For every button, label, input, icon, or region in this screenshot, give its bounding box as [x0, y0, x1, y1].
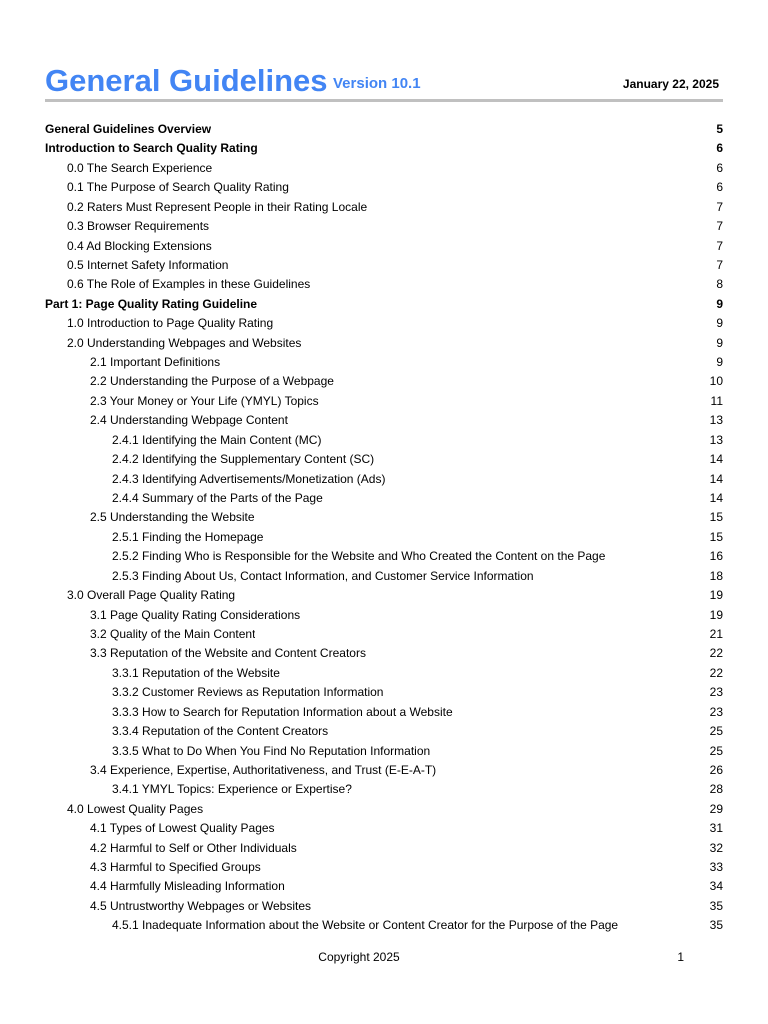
toc-entry-title: 0.4 Ad Blocking Extensions [67, 238, 212, 253]
toc-entry-title: 2.5.1 Finding the Homepage [112, 529, 264, 544]
toc-entry[interactable] [45, 198, 723, 217]
toc-entry-title: 4.5 Untrustworthy Webpages or Websites [90, 898, 311, 913]
toc-entry-page: 9 [716, 355, 723, 370]
toc-entry[interactable] [45, 683, 723, 702]
toc-entry-page: 35 [709, 918, 723, 933]
toc-entry-title: 3.3 Reputation of the Website and Content Creators [90, 646, 366, 661]
toc-entry[interactable] [45, 664, 723, 683]
toc-entry-page: 32 [709, 840, 723, 855]
toc-entry-title: 4.2 Harmful to Self or Other Individuals [90, 840, 297, 855]
toc-entry-title: 2.4.2 Identifying the Supplementary Content (SC) [112, 452, 375, 467]
toc-entry[interactable] [45, 314, 723, 333]
toc-entry-title: 2.4.3 Identifying Advertisements/Monetization (Ads) [112, 471, 386, 486]
document-title: General Guidelines [45, 63, 328, 98]
toc-entry[interactable] [45, 120, 723, 139]
toc-entry-page: 33 [709, 860, 723, 875]
toc-entry[interactable] [45, 178, 723, 197]
toc-entry-title: 3.3.4 Reputation of the Content Creators [112, 724, 329, 739]
toc-entry[interactable] [45, 470, 723, 489]
toc-entry-page: 22 [709, 665, 723, 680]
toc-entry-title: 0.3 Browser Requirements [67, 219, 210, 234]
toc-entry[interactable] [45, 742, 723, 761]
toc-entry[interactable] [45, 586, 723, 605]
toc-entry-title: 0.1 The Purpose of Search Quality Rating [67, 180, 289, 195]
toc-entry-title: 4.3 Harmful to Specified Groups [90, 860, 261, 875]
toc-entry-page: 25 [709, 743, 723, 758]
toc-entry-title: 3.4 Experience, Expertise, Authoritativeness, and Trust (E-E-A-T) [90, 762, 437, 777]
toc-entry[interactable] [45, 489, 723, 508]
toc-entry-page: 16 [709, 549, 723, 564]
toc-entry-title: Introduction to Search Quality Rating [45, 141, 258, 156]
toc-entry-page: 11 [710, 393, 723, 408]
toc-entry[interactable] [45, 761, 723, 780]
toc-entry-page: 21 [709, 626, 723, 641]
toc-entry-page: 22 [709, 646, 723, 661]
toc-entry-title: 3.0 Overall Page Quality Rating [67, 588, 236, 603]
toc-entry-page: 9 [716, 296, 723, 311]
toc-entry-page: 14 [709, 471, 723, 486]
toc-entry-page: 6 [716, 160, 723, 175]
toc-entry-page: 14 [709, 452, 723, 467]
toc-entry-page: 7 [716, 238, 723, 253]
toc-entry-title: 2.0 Understanding Webpages and Websites [67, 335, 302, 350]
document-version: Version 10.1 [333, 75, 421, 92]
toc-entry[interactable] [45, 606, 723, 625]
toc-entry-title: 4.0 Lowest Quality Pages [67, 801, 204, 816]
toc-entry-title: 2.3 Your Money or Your Life (YMYL) Topics [90, 393, 319, 408]
toc-entry-page: 9 [716, 316, 723, 331]
toc-entry[interactable] [45, 567, 723, 586]
toc-entry-title: 0.6 The Role of Examples in these Guidelines [67, 277, 311, 292]
toc-entry[interactable] [45, 508, 723, 527]
toc-entry-page: 5 [716, 122, 723, 136]
toc-entry-page: 25 [709, 724, 723, 739]
toc-entry-page: 19 [709, 588, 723, 603]
toc-entry[interactable] [45, 877, 723, 896]
toc-entry-page: 18 [709, 568, 723, 583]
toc-entry[interactable] [45, 528, 723, 547]
toc-entry-page: 35 [709, 898, 723, 913]
toc-entry[interactable] [45, 411, 723, 430]
toc-entry[interactable] [45, 139, 723, 158]
toc-entry-page: 13 [709, 432, 723, 447]
toc-entry[interactable] [45, 839, 723, 858]
toc-entry-page: 7 [716, 219, 723, 234]
toc-entry[interactable] [45, 295, 723, 314]
toc-entry-page: 7 [716, 257, 723, 272]
toc-entry-title: 0.0 The Search Experience [67, 160, 213, 175]
toc-entry[interactable] [45, 275, 723, 294]
toc-entry-title: 1.0 Introduction to Page Quality Rating [67, 316, 274, 331]
toc-entry-title: 3.2 Quality of the Main Content [90, 626, 256, 641]
header-divider [45, 99, 723, 102]
toc-entry-page: 34 [709, 879, 723, 894]
toc-entry[interactable] [45, 547, 723, 566]
table-of-contents [45, 120, 723, 936]
toc-entry-page: 28 [709, 782, 723, 797]
footer-copyright: Copyright 2025 [318, 950, 400, 964]
toc-entry-page: 31 [709, 821, 723, 836]
toc-entry[interactable] [45, 256, 723, 275]
toc-entry-title: General Guidelines Overview [45, 122, 212, 136]
toc-entry-page: 9 [716, 335, 723, 350]
toc-entry-page: 15 [709, 510, 723, 525]
toc-entry[interactable] [45, 800, 723, 819]
toc-entry[interactable] [45, 431, 723, 450]
document-header [45, 62, 723, 102]
toc-entry-title: 4.1 Types of Lowest Quality Pages [90, 821, 275, 836]
toc-entry-title: 2.4 Understanding Webpage Content [90, 413, 288, 428]
toc-entry-title: 2.1 Important Definitions [90, 355, 221, 370]
toc-entry[interactable] [45, 217, 723, 236]
toc-entry-title: 2.5.3 Finding About Us, Contact Information, and Customer Service Information [112, 568, 534, 583]
toc-entry-title: 0.2 Raters Must Represent People in their Rating Locale [67, 199, 368, 214]
toc-entry-title: Part 1: Page Quality Rating Guideline [45, 296, 258, 311]
toc-entry[interactable] [45, 353, 723, 372]
toc-entry-title: 3.3.5 What to Do When You Find No Reputation Information [112, 743, 431, 758]
toc-entry[interactable] [45, 334, 723, 353]
toc-entry-page: 15 [709, 529, 723, 544]
toc-entry[interactable] [45, 897, 723, 916]
toc-entry-title: 3.1 Page Quality Rating Considerations [90, 607, 301, 622]
toc-entry-page: 8 [716, 277, 723, 292]
toc-entry-title: 4.4 Harmfully Misleading Information [90, 879, 285, 894]
toc-entry[interactable] [45, 916, 723, 935]
toc-entry-title: 2.4.1 Identifying the Main Content (MC) [112, 432, 322, 447]
toc-entry-title: 3.4.1 YMYL Topics: Experience or Expertise? [112, 782, 352, 797]
toc-entry-title: 2.5.2 Finding Who is Responsible for the Website and Who Created the Content on the Page [112, 549, 606, 564]
toc-entry-title: 2.2 Understanding the Purpose of a Webpage [90, 374, 334, 389]
toc-entry-page: 23 [709, 685, 723, 700]
toc-entry[interactable] [45, 858, 723, 877]
toc-entry[interactable] [45, 237, 723, 256]
toc-entry-page: 29 [709, 801, 723, 816]
toc-entry[interactable] [45, 722, 723, 741]
toc-entry-title: 2.4.4 Summary of the Parts of the Page [112, 491, 323, 506]
toc-entry[interactable] [45, 392, 723, 411]
toc-entry[interactable] [45, 625, 723, 644]
toc-entry-page: 6 [716, 180, 723, 195]
toc-entry[interactable] [45, 372, 723, 391]
toc-entry-title: 4.5.1 Inadequate Information about the Website or Content Creator for the Purpose of the Page [112, 918, 619, 933]
toc-entry-title: 0.5 Internet Safety Information [67, 257, 229, 272]
toc-entry-page: 10 [709, 374, 723, 389]
toc-entry-page: 19 [709, 607, 723, 622]
toc-entry-page: 23 [709, 704, 723, 719]
toc-entry[interactable] [45, 644, 723, 663]
toc-entry-page: 14 [709, 491, 723, 506]
toc-entry-title: 3.3.1 Reputation of the Website [112, 665, 280, 680]
footer-page-number: 1 [677, 950, 684, 964]
toc-entry[interactable] [45, 819, 723, 838]
toc-entry[interactable] [45, 159, 723, 178]
toc-entry[interactable] [45, 703, 723, 722]
toc-entry-title: 2.5 Understanding the Website [90, 510, 255, 525]
toc-entry-title: 3.3.3 How to Search for Reputation Information about a Website [112, 704, 453, 719]
toc-entry-page: 6 [716, 141, 723, 156]
toc-entry-page: 26 [709, 762, 723, 777]
toc-entry[interactable] [45, 780, 723, 799]
toc-entry[interactable] [45, 450, 723, 469]
toc-entry-page: 7 [716, 199, 723, 214]
toc-entry-page: 13 [709, 413, 723, 428]
toc-entry-title: 3.3.2 Customer Reviews as Reputation Information [112, 685, 384, 700]
document-date: January 22, 2025 [622, 77, 719, 91]
